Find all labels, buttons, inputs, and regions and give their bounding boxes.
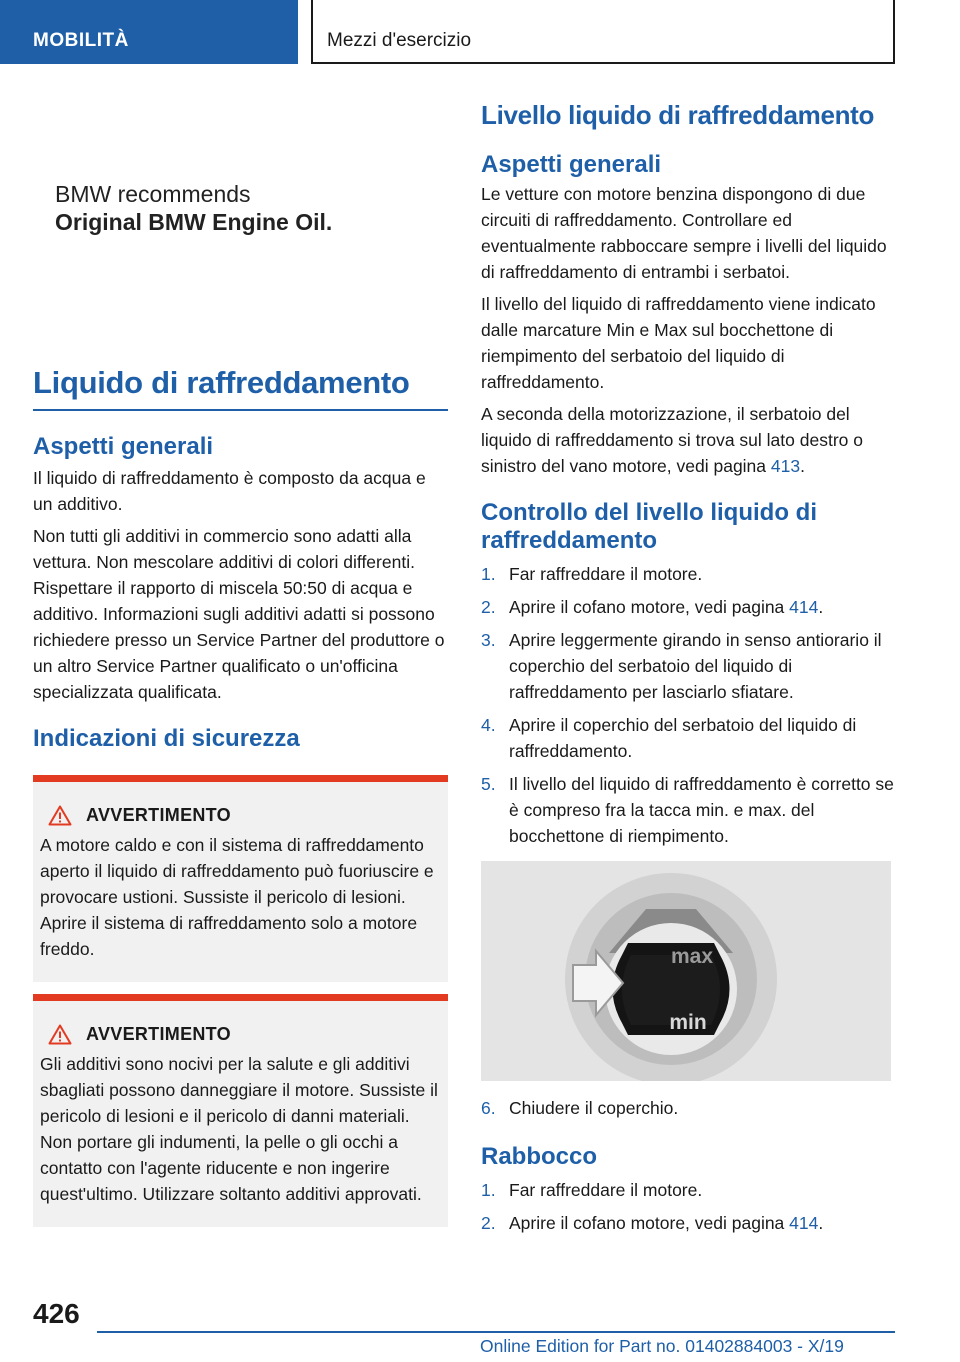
step-number: 5. xyxy=(481,774,496,794)
warning-triangle-icon xyxy=(48,1024,72,1045)
step-number: 2. xyxy=(481,597,496,617)
step-text xyxy=(509,1177,702,1203)
list-item xyxy=(481,627,897,705)
step-text-body: Aprire il cofano motore, vedi pagina xyxy=(509,597,790,617)
warning-text-1: A motore caldo e con il sistema di raffreddamento aperto il liquido di raffreddamento può fuoriuscire e provocare ustioni. Sussiste il pericolo di lesioni. Aprire il sistema di raffreddamento solo a motore freddo. xyxy=(40,835,434,959)
warning-triangle-icon xyxy=(48,805,72,826)
general-heading: Aspetti generali xyxy=(33,433,214,460)
check-heading: Controllo del livello liquido di raffreddamento xyxy=(481,499,817,554)
refill-heading: Rabbocco xyxy=(481,1143,598,1170)
step-text xyxy=(509,627,897,705)
check-step-6-list xyxy=(481,1095,897,1121)
section-label: MOBILITÀ xyxy=(33,30,129,51)
step-number: 2. xyxy=(481,1213,496,1233)
warning-text-2: Gli additivi sono nocivi per la salute e gli additivi sbagliati possono danneggiare il motore. Sussiste il pericolo di lesioni e il pericolo di danni materiali. Non portare gli indumenti, la pelle o gli occhi a contatto con l'agente riducente e non ingerire quest'ultimo. Utilizzare soltanto additivi approvati. xyxy=(40,1054,438,1204)
step-text-body: Aprire leggermente girando in senso antiorario il coperchio del serbatoio del liquido di raffreddamento per lasciarlo sfiatare. xyxy=(509,630,882,702)
step-text-body: Far raffreddare il motore. xyxy=(509,564,703,584)
list-item xyxy=(481,1177,897,1203)
min-marking: min xyxy=(669,1011,707,1034)
step-text xyxy=(509,712,897,764)
step-text-body: Il livello del liquido di raffreddamento è corretto se è compreso fra la tacca min. e max. del bocchettone di riempimento. xyxy=(509,774,894,846)
filler-neck-illustration xyxy=(481,861,891,1081)
page-link-413[interactable]: 413 xyxy=(770,456,801,476)
page-link[interactable]: 414 xyxy=(789,1213,819,1233)
step-text xyxy=(509,1210,823,1236)
step-number: 1. xyxy=(481,1180,496,1200)
warning-header-1 xyxy=(48,800,440,830)
warning-label-2: AVVERTIMENTO xyxy=(86,1023,231,1044)
oil-banner-line2: Original BMW Engine Oil. xyxy=(55,209,333,235)
step-text-body: Far raffreddare il motore. xyxy=(509,1180,703,1200)
coolant-level-title: Livello liquido di raffreddamento xyxy=(481,100,875,130)
list-item xyxy=(481,561,897,587)
coolant-title: Liquido di raffreddamento xyxy=(33,365,448,411)
general-paragraph-1: Il liquido di raffreddamento è composto da acqua e un additivo. xyxy=(33,468,426,514)
step-text-body: Aprire il cofano motore, vedi pagina xyxy=(509,1213,790,1233)
level-paragraph-1: Le vetture con motore benzina dispongono di due circuiti di raffreddamento. Controllare ed eventualmente rabboccare sempre i livelli del liquido di raffreddamento di entrambi i serbatoi. xyxy=(481,184,887,282)
edition-note: Online Edition for Part no. 01402884003 - X/19 xyxy=(480,1336,844,1356)
max-marking: max xyxy=(670,945,714,968)
section-tab xyxy=(0,0,298,64)
right-column xyxy=(481,100,897,1243)
step-number: 6. xyxy=(481,1098,496,1118)
list-item xyxy=(481,594,897,620)
step-text-body: Aprire il coperchio del serbatoio del liquido di raffreddamento. xyxy=(509,715,857,761)
step-number: 3. xyxy=(481,630,496,650)
list-item xyxy=(481,712,897,764)
general-paragraph-2: Non tutti gli additivi in commercio sono adatti alla vettura. Non mescolare additivi di colori differenti. Rispettare il rapporto di miscela 50:50 di acqua e additivo. Informazioni sugli additivi adatti si possono richiedere presso un Service Partner del produttore o un altro Service Partner qualificato o un'officina specializzata qualificata. xyxy=(33,526,445,702)
oil-banner-line1: BMW recommends xyxy=(55,181,251,207)
page-number: 426 xyxy=(33,1298,80,1329)
step-text xyxy=(509,771,897,849)
step-number: 1. xyxy=(481,564,496,584)
step-text-end: . xyxy=(818,597,824,617)
level-paragraph-2: Il livello del liquido di raffreddamento viene indicato dalle marcature Min e Max sul bocchettone di riempimento del serbatoio del liquido di raffreddamento. xyxy=(481,294,876,392)
page-link[interactable]: 414 xyxy=(789,597,819,617)
warning-header-2 xyxy=(48,1019,440,1049)
chapter-tab xyxy=(311,0,895,64)
level-paragraph-3-end: . xyxy=(800,456,805,476)
step-text-end: . xyxy=(818,1213,824,1233)
oil-banner xyxy=(55,180,332,236)
level-general-heading: Aspetti generali xyxy=(481,151,662,178)
list-item xyxy=(481,1095,897,1121)
list-item xyxy=(481,771,897,849)
warning-box-2 xyxy=(33,994,448,1227)
level-paragraph-3 xyxy=(481,401,897,479)
step-text xyxy=(509,594,823,620)
refill-steps-list xyxy=(481,1177,897,1236)
filler-neck-photo xyxy=(481,861,891,1081)
list-item xyxy=(481,1210,897,1236)
warning-box-1 xyxy=(33,775,448,982)
footer-divider xyxy=(97,1331,895,1333)
step-number: 4. xyxy=(481,715,496,735)
safety-heading: Indicazioni di sicurezza xyxy=(33,725,300,752)
level-paragraph-3-text: A seconda della motorizzazione, il serbatoio del liquido di raffreddamento si trova sul lato destro o sinistro del vano motore, vedi pagina xyxy=(481,404,863,476)
chapter-label: Mezzi d'esercizio xyxy=(327,30,472,51)
step-text xyxy=(509,561,702,587)
left-column xyxy=(33,365,448,1227)
check-steps-list xyxy=(481,561,897,849)
step-text: Chiudere il coperchio. xyxy=(509,1098,679,1118)
warning-label-1: AVVERTIMENTO xyxy=(86,804,231,825)
